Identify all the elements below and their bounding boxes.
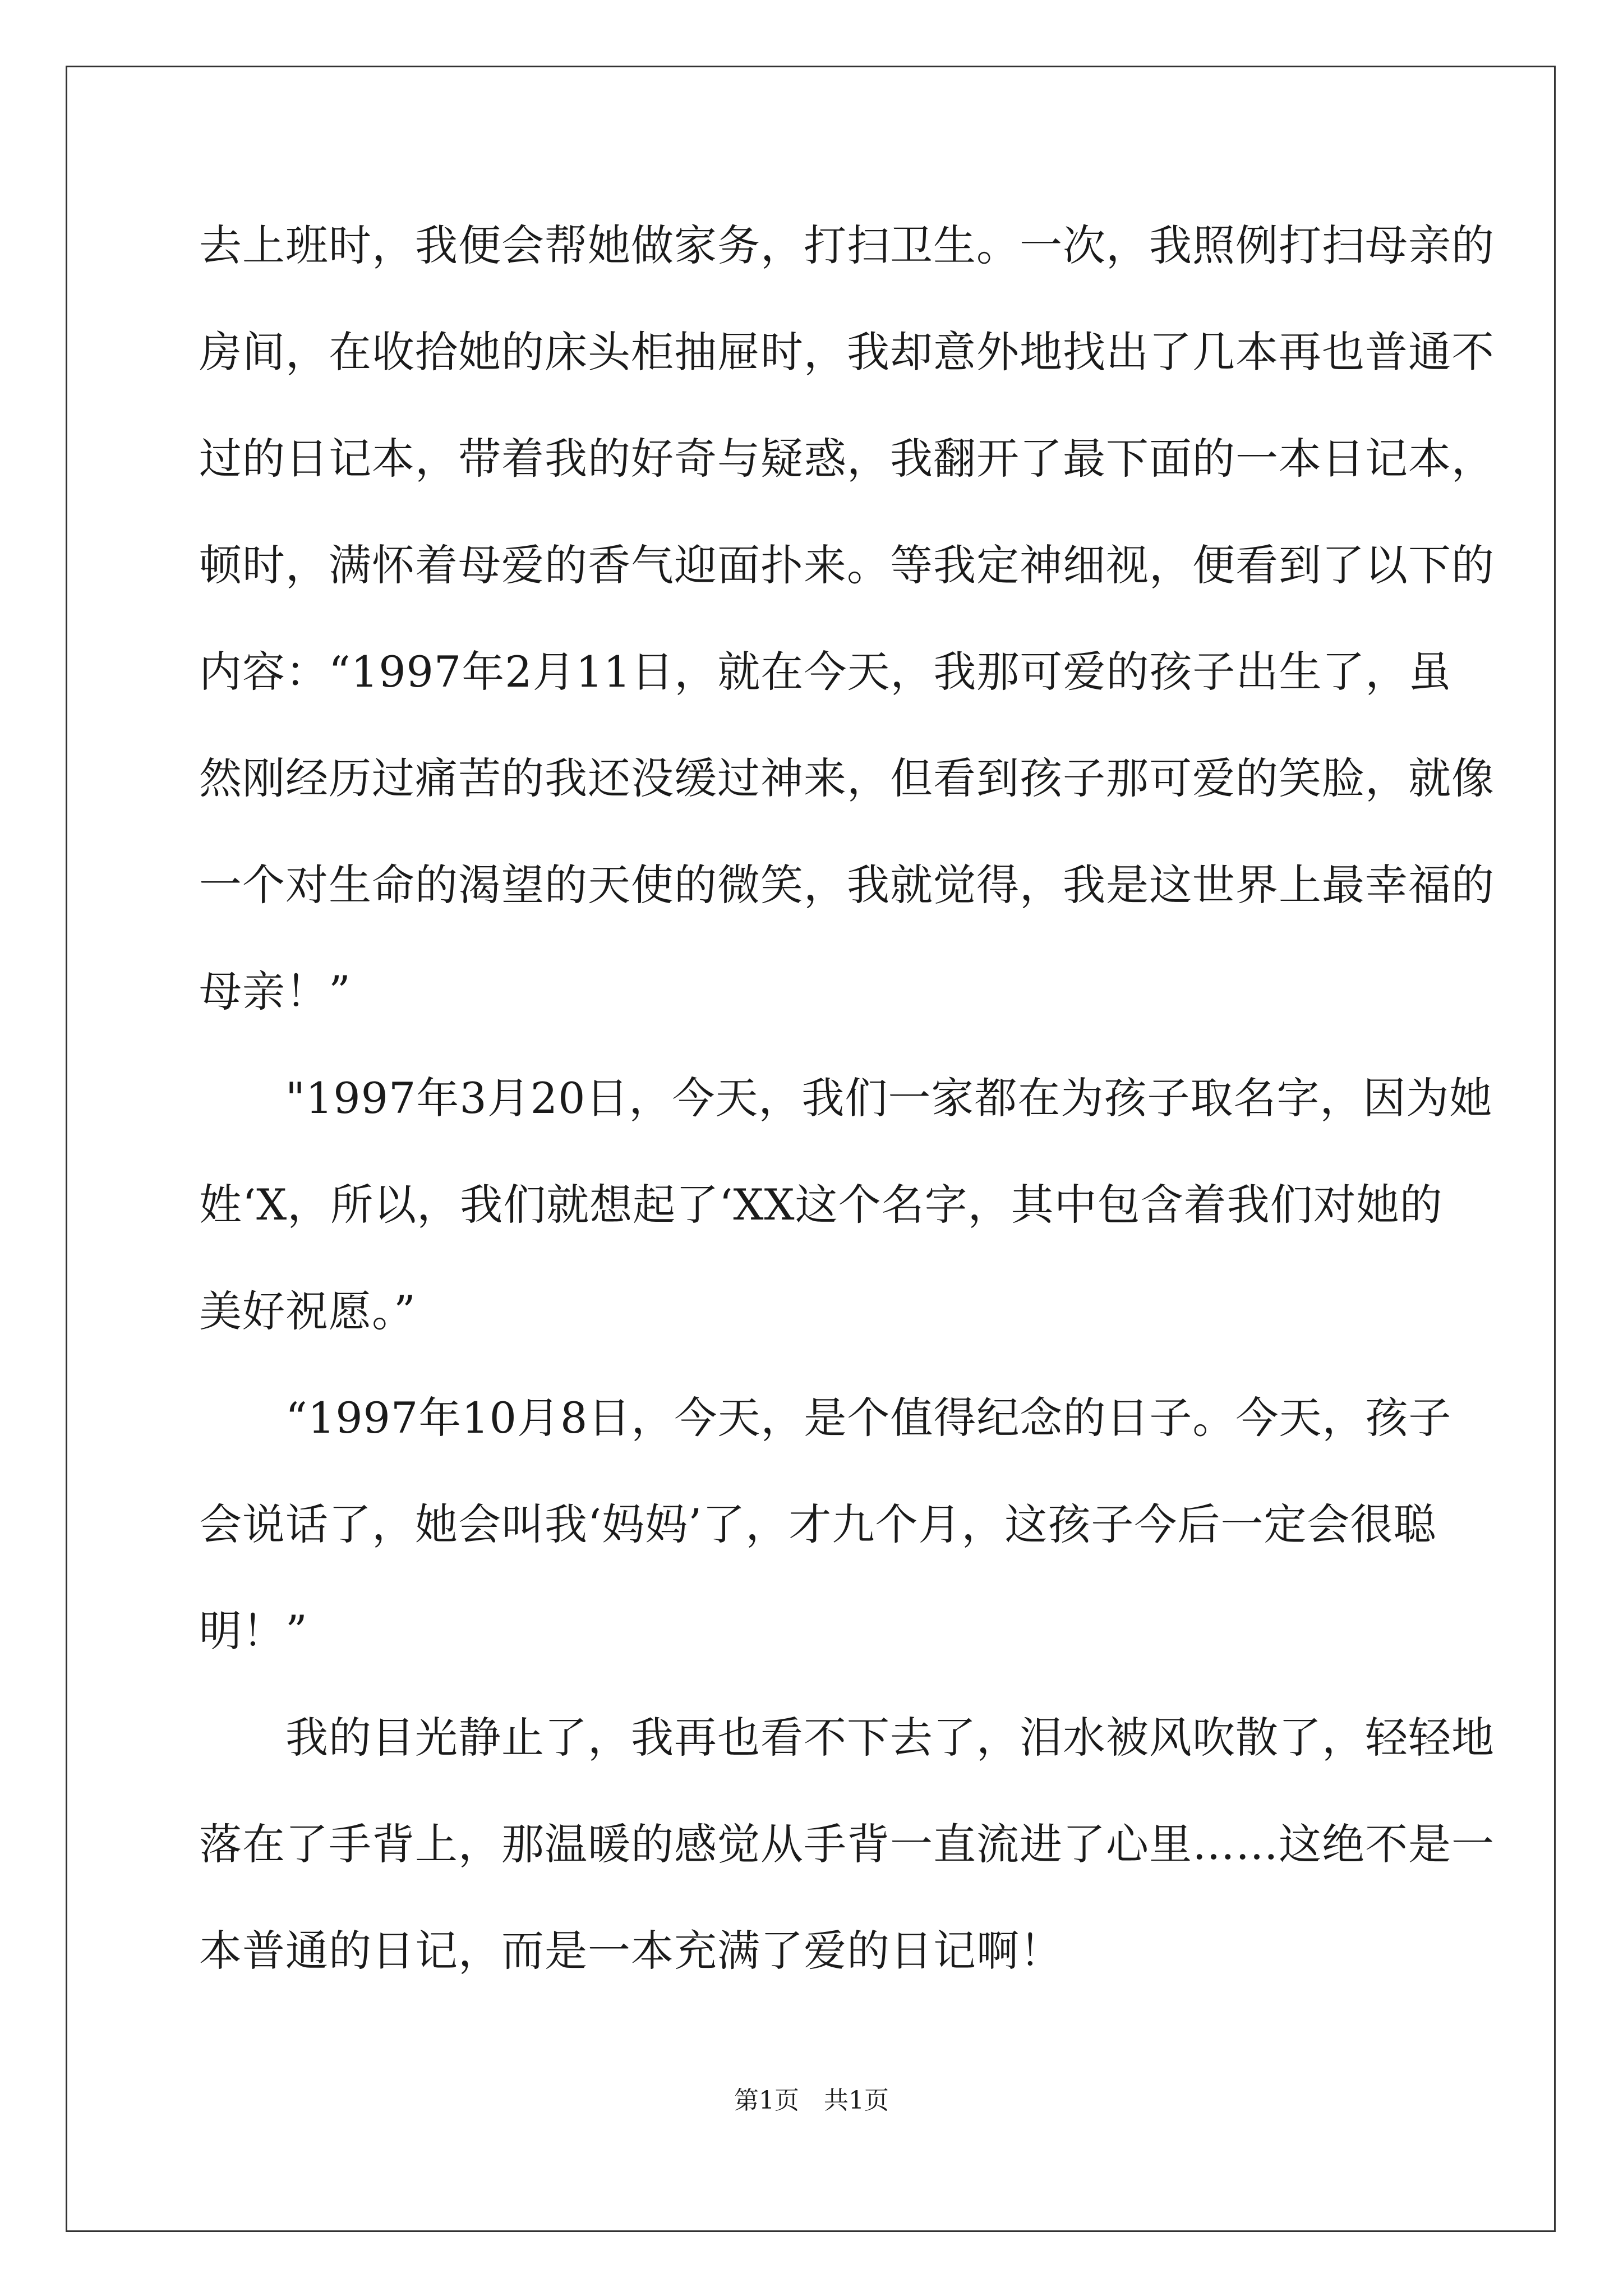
body-line: 姓‘X，所以，我们就想起了‘XX这个名字，其中包含着我们对她的 <box>199 1180 1443 1230</box>
body-line: 美好祝愿。” <box>199 1286 416 1336</box>
body-line: 去上班时，我便会帮她做家务，打扫卫生。一次，我照例打扫母亲的 <box>199 220 1495 270</box>
document-body <box>199 213 1495 2025</box>
body-line: 明！” <box>199 1606 308 1656</box>
body-line: 内容：“1997年2月11日，就在今天，我那可爱的孩子出生了，虽 <box>199 647 1452 697</box>
body-line: 落在了手背上，那温暖的感觉从手背一直流进了心里……这绝不是一 <box>199 1819 1495 1869</box>
body-line: "1997年3月20日，今天，我们一家都在为孩子取名字，因为她 <box>199 1073 1493 1123</box>
body-line: 母亲！” <box>199 967 351 1016</box>
body-line: 然刚经历过痛苦的我还没缓过神来，但看到孩子那可爱的笑脸，就像 <box>199 753 1495 803</box>
page-footer: 第1页 共1页 <box>734 2086 889 2115</box>
body-line: 过的日记本，带着我的好奇与疑惑，我翻开了最下面的一本日记本， <box>199 434 1495 484</box>
body-line: “1997年10月8日，今天，是个值得纪念的日子。今天，孩子 <box>199 1393 1452 1443</box>
body-line: 顿时，满怀着母爱的香气迎面扑来。等我定神细视，便看到了以下的 <box>199 540 1495 590</box>
body-line: 一个对生命的渴望的天使的微笑，我就觉得，我是这世界上最幸福的 <box>199 860 1495 910</box>
body-line: 我的目光静止了，我再也看不下去了，泪水被风吹散了，轻轻地 <box>199 1713 1495 1763</box>
body-line: 会说话了，她会叫我‘妈妈’了，才九个月，这孩子今后一定会很聪 <box>199 1499 1437 1549</box>
body-line: 房间，在收拾她的床头柜抽屉时，我却意外地找出了几本再也普通不 <box>199 327 1495 377</box>
body-line: 本普通的日记，而是一本充满了爱的日记啊！ <box>199 1926 1063 1976</box>
